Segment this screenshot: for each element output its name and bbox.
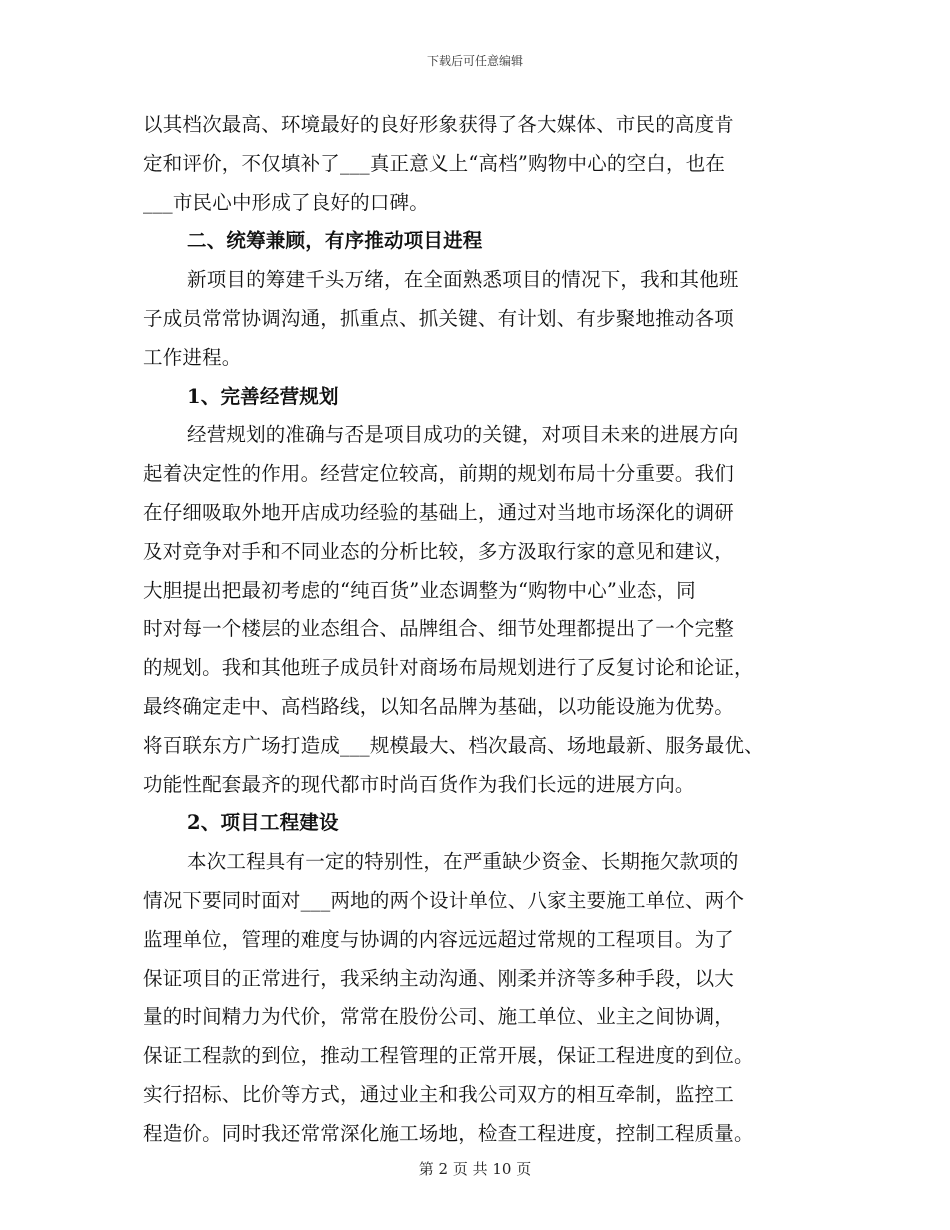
paragraph-line: 及对竞争对手和不同业态的分析比较，多方汲取行家的意见和建议，: [143, 539, 735, 563]
subsection-heading: 1、完善经营规划: [187, 384, 339, 408]
paragraph-line: 在仔细吸取外地开店成功经验的基础上，通过对当地市场深化的调研: [143, 500, 735, 524]
paragraph-line: 时对每一个楼层的业态组合、品牌组合、细节处理都提出了一个完整: [143, 617, 735, 641]
paragraph-line: 的规划。我和其他班子成员针对商场布局规划进行了反复讨论和论证，: [143, 656, 754, 680]
paragraph-line: 保证工程款的到位，推动工程管理的正常开展，保证工程进度的到位。: [143, 1044, 754, 1068]
paragraph-line: 实行招标、比价等方式，通过业主和我公司双方的相互牵制，监控工: [143, 1082, 735, 1106]
subsection-heading: 2、项目工程建设: [187, 811, 339, 835]
header-note: 下载后可任意编辑: [426, 54, 523, 68]
page-number: 第 2 页 共 10 页: [418, 1160, 532, 1178]
paragraph-line: 将百联东方广场打造成___规模最大、档次最高、场地最新、服务最优、: [143, 733, 764, 757]
body-text: [143, 106, 823, 1154]
paragraph-line: ___市民心中形成了良好的口碑。: [143, 190, 429, 214]
paragraph-line: 程造价。同时我还常常深化施工场地，检查工程进度，控制工程质量。: [143, 1121, 754, 1145]
paragraph-line: 经营规划的准确与否是项目成功的关键，对项目未来的进展方向: [187, 423, 739, 447]
paragraph-line: 工作进程。: [143, 345, 242, 369]
paragraph-line: 以其档次最高、环境最好的良好形象获得了各大媒体、市民的高度肯: [143, 113, 735, 136]
paragraph-line: 功能性配套最齐的现代都市时尚百货作为我们长远的进展方向。: [143, 772, 695, 796]
paragraph-line: 起着决定性的作用。经营定位较高，前期的规划布局十分重要。我们: [143, 462, 735, 486]
paragraph-line: 大胆提出把最初考虑的“纯百货”业态调整为“购物中心”业态，同: [143, 578, 696, 602]
paragraph-line: 最终确定走中、高档路线，以知名品牌为基础，以功能设施为优势。: [143, 694, 735, 718]
paragraph-line: 监理单位，管理的难度与协调的内容远远超过常规的工程项目。为了: [143, 927, 735, 951]
paragraph-line: 新项目的筹建千头万绪，在全面熟悉项目的情况下，我和其他班: [187, 268, 739, 292]
paragraph-line: 子成员常常协调沟通，抓重点、抓关键、有计划、有步聚地推动各项: [143, 306, 735, 330]
paragraph-line: 本次工程具有一定的特别性，在严重缺少资金、长期拖欠款项的: [187, 850, 739, 874]
section-heading: 二、统筹兼顾，有序推动项目进程: [187, 229, 483, 253]
paragraph-line: 情况下要同时面对___两地的两个设计单位、八家主要施工单位、两个: [143, 888, 745, 912]
paragraph-line: 定和评价，不仅填补了___真正意义上“高档”购物中心的空白，也在: [143, 151, 726, 175]
paragraph-line: 量的时间精力为代价，常常在股份公司、施工单位、业主之间协调，: [143, 1005, 735, 1029]
paragraph-line: 保证项目的正常进行，我采纳主动沟通、刚柔并济等多种手段，以大: [143, 966, 735, 990]
